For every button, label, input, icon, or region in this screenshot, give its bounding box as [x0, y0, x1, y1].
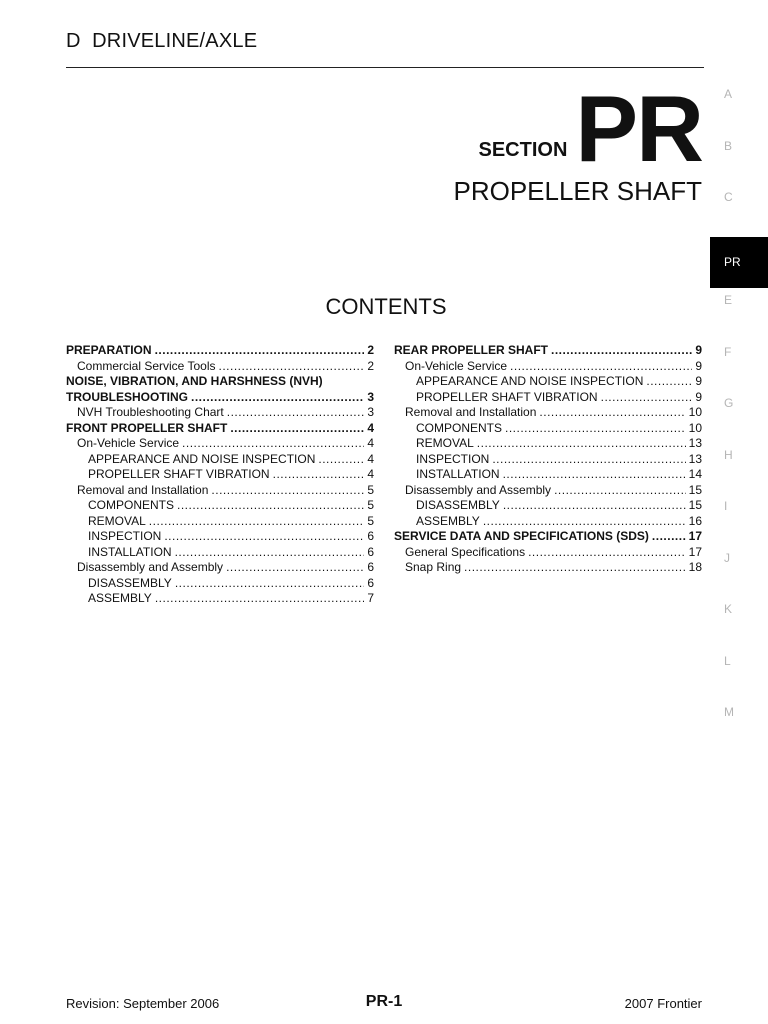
- toc-dot-leader: [273, 467, 365, 483]
- toc-entry-label: INSPECTION: [416, 451, 490, 466]
- toc-entry[interactable]: [394, 498, 702, 514]
- toc-dot-leader: [464, 560, 686, 576]
- toc-entry-page: 5: [367, 482, 374, 497]
- toc-entry[interactable]: [66, 359, 374, 375]
- toc-entry-page: 4: [367, 451, 374, 466]
- toc-entry[interactable]: [66, 576, 374, 592]
- toc-entry-label: PROPELLER SHAFT VIBRATION: [416, 389, 598, 404]
- index-tab-i[interactable]: I: [724, 499, 728, 513]
- index-tab-g[interactable]: G: [724, 396, 734, 410]
- toc-entry-page: 4: [367, 467, 374, 481]
- toc-entry-page: 5: [367, 498, 374, 512]
- toc-dot-leader: [601, 390, 693, 406]
- toc-dot-leader: [528, 545, 686, 561]
- toc-dot-leader: [230, 421, 364, 437]
- contents-heading: [0, 294, 768, 320]
- toc-entry-label: ASSEMBLY: [88, 591, 152, 605]
- toc-left-column: [66, 343, 374, 607]
- toc-entry-page: 5: [367, 513, 374, 528]
- toc-dot-leader: [175, 545, 365, 561]
- toc-entry[interactable]: [394, 436, 702, 452]
- toc-entry-label: Removal and Installation: [405, 405, 537, 419]
- toc-dot-leader: [219, 359, 365, 375]
- toc-entry-page: 9: [695, 389, 702, 404]
- toc-dot-leader: [554, 483, 686, 499]
- toc-entry[interactable]: [66, 467, 374, 483]
- toc-dot-leader: [503, 498, 686, 514]
- index-tab-l[interactable]: L: [724, 653, 731, 668]
- toc-entry-label: NVH Troubleshooting Chart: [77, 405, 224, 419]
- toc-entry[interactable]: [394, 483, 702, 499]
- toc-dot-leader: [175, 576, 365, 592]
- index-tab-j[interactable]: J: [724, 550, 730, 565]
- toc-entry-page: 9: [695, 374, 702, 388]
- toc-dot-leader: [149, 514, 365, 530]
- toc-dot-leader: [227, 405, 365, 421]
- toc-entry[interactable]: [394, 514, 702, 530]
- header-title: D DRIVELINE/AXLE: [66, 30, 258, 52]
- footer-model: 2007 Frontier: [624, 996, 702, 1011]
- section-title-block: [478, 76, 703, 181]
- toc-dot-leader: [211, 483, 364, 499]
- section-label: SECTION: [478, 139, 568, 161]
- toc-entry-page: 6: [367, 560, 374, 574]
- toc-dot-leader: [318, 452, 364, 468]
- toc-entry[interactable]: [394, 343, 702, 359]
- toc-entry[interactable]: [66, 343, 374, 359]
- toc-entry-page: 6: [367, 544, 374, 559]
- footer-revision: Revision: September 2006: [66, 996, 220, 1011]
- toc-dot-leader: [182, 436, 364, 452]
- toc-entry[interactable]: [66, 498, 374, 514]
- toc-entry-label: Commercial Service Tools: [77, 358, 216, 373]
- toc-entry[interactable]: [394, 359, 702, 375]
- toc-dot-leader: [155, 343, 365, 359]
- toc-entry[interactable]: [66, 514, 374, 530]
- toc-entry-page: 7: [367, 591, 374, 605]
- toc-entry-page: 17: [688, 529, 702, 543]
- toc-entry-page: 4: [367, 436, 374, 450]
- toc-dot-leader: [155, 591, 365, 607]
- section-index-tabs: [710, 82, 768, 752]
- toc-entry-label: SERVICE DATA AND SPECIFICATIONS (SDS): [394, 529, 649, 543]
- toc-entry-page: 14: [688, 467, 702, 481]
- toc-entry[interactable]: [394, 560, 702, 576]
- toc-entry[interactable]: [66, 374, 374, 390]
- toc-dot-leader: [477, 436, 686, 452]
- toc-entry[interactable]: [66, 436, 374, 452]
- toc-entry-page: 9: [695, 358, 702, 373]
- toc-entry-label: PREPARATION: [66, 343, 152, 357]
- toc-entry-label: FRONT PROPELLER SHAFT: [66, 420, 228, 435]
- toc-entry[interactable]: [66, 591, 374, 607]
- toc-entry-label: Disassembly and Assembly: [405, 482, 552, 497]
- toc-entry-page: 3: [367, 389, 374, 404]
- toc-entry-label: On-Vehicle Service: [77, 436, 180, 450]
- header-divider: [66, 67, 704, 68]
- toc-entry[interactable]: [66, 452, 374, 468]
- toc-entry[interactable]: [394, 467, 702, 483]
- toc-dot-leader: [652, 529, 686, 545]
- toc-dot-leader: [483, 514, 686, 530]
- toc-entry[interactable]: [394, 545, 702, 561]
- section-name: PROPELLER SHAFT: [453, 176, 702, 206]
- toc-entry[interactable]: [394, 405, 702, 421]
- toc-entry[interactable]: [394, 374, 702, 390]
- toc-entry-page: 15: [688, 482, 702, 497]
- toc-entry-page: 3: [367, 405, 374, 419]
- toc-dot-leader: [164, 529, 364, 545]
- index-tab-c[interactable]: C: [724, 190, 733, 204]
- toc-entry-label: COMPONENTS: [88, 498, 175, 512]
- toc-entry-label: INSPECTION: [88, 529, 162, 543]
- toc-entry-page: 2: [367, 358, 374, 373]
- toc-entry-page: 6: [367, 575, 374, 590]
- toc-dot-leader: [191, 390, 364, 406]
- toc-entry-page: 15: [688, 498, 702, 512]
- index-tab-a[interactable]: A: [724, 87, 733, 101]
- toc-entry-label: DISASSEMBLY: [88, 575, 172, 590]
- index-tab-b[interactable]: B: [724, 138, 733, 153]
- index-tab-h[interactable]: H: [724, 447, 733, 462]
- toc-entry-page: 13: [688, 436, 702, 450]
- toc-entry-page: 13: [688, 451, 702, 466]
- toc-entry-label: INSTALLATION: [416, 467, 500, 481]
- toc-entry-label: General Specifications: [405, 544, 526, 559]
- toc-entry-page: 16: [688, 513, 702, 528]
- toc-entry[interactable]: [394, 452, 702, 468]
- toc-entry-label: Removal and Installation: [77, 482, 209, 497]
- footer-page-number: PR-1: [365, 993, 403, 1010]
- toc-right-column: [394, 343, 702, 576]
- toc-dot-leader: [492, 452, 685, 468]
- toc-dot-leader: [551, 343, 692, 359]
- toc-entry-label: PROPELLER SHAFT VIBRATION: [88, 467, 270, 481]
- toc-entry[interactable]: [66, 545, 374, 561]
- toc-entry-label: Snap Ring: [405, 560, 462, 574]
- toc-entry-label: REMOVAL: [416, 436, 474, 450]
- toc-entry-label: Disassembly and Assembly: [77, 560, 224, 574]
- toc-entry[interactable]: [394, 390, 702, 406]
- index-tab-k[interactable]: K: [724, 602, 733, 616]
- toc-entry-label: REAR PROPELLER SHAFT: [394, 343, 549, 357]
- index-tab-e[interactable]: E: [724, 293, 733, 307]
- toc-entry-page: 10: [688, 420, 702, 435]
- toc-entry[interactable]: [394, 421, 702, 437]
- toc-entry-page: 9: [695, 343, 702, 357]
- index-tab-f[interactable]: F: [724, 344, 732, 359]
- toc-dot-leader: [505, 421, 686, 437]
- toc-dot-leader: [226, 560, 364, 576]
- toc-entry-label: APPEARANCE AND NOISE INSPECTION: [88, 451, 316, 466]
- toc-entry[interactable]: [66, 529, 374, 545]
- toc-entry-page: 10: [688, 405, 702, 419]
- toc-dot-leader: [646, 374, 692, 390]
- toc-entry[interactable]: [394, 529, 702, 545]
- toc-entry-label: TROUBLESHOOTING: [66, 389, 188, 404]
- contents-heading-text: CONTENTS: [325, 294, 447, 319]
- toc-entry[interactable]: [66, 483, 374, 499]
- toc-dot-leader: [177, 498, 364, 514]
- toc-entry[interactable]: [66, 390, 374, 406]
- toc-entry-page: 2: [367, 343, 374, 357]
- toc-entry-page: 4: [367, 420, 374, 435]
- toc-entry-page: 18: [688, 560, 702, 574]
- toc-entry-page: 6: [367, 529, 374, 543]
- toc-entry-label: APPEARANCE AND NOISE INSPECTION: [416, 374, 644, 388]
- toc-entry-label: On-Vehicle Service: [405, 358, 508, 373]
- toc-entry-label: NOISE, VIBRATION, AND HARSHNESS (NVH): [66, 374, 323, 388]
- index-tab-pr[interactable]: PR: [710, 237, 768, 289]
- section-code: PR: [575, 76, 702, 181]
- toc-entry-label: REMOVAL: [88, 513, 146, 528]
- toc-entry[interactable]: [66, 560, 374, 576]
- toc-entry-page: 17: [688, 544, 702, 559]
- toc-entry[interactable]: [66, 421, 374, 437]
- index-tab-m[interactable]: M: [724, 705, 734, 719]
- toc-entry-label: INSTALLATION: [88, 544, 172, 559]
- toc-entry-label: ASSEMBLY: [416, 513, 480, 528]
- toc-entry-label: DISASSEMBLY: [416, 498, 500, 512]
- toc-dot-leader: [510, 359, 692, 375]
- toc-dot-leader: [539, 405, 685, 421]
- toc-entry[interactable]: [66, 405, 374, 421]
- toc-entry-label: COMPONENTS: [416, 420, 503, 435]
- toc-dot-leader: [503, 467, 686, 483]
